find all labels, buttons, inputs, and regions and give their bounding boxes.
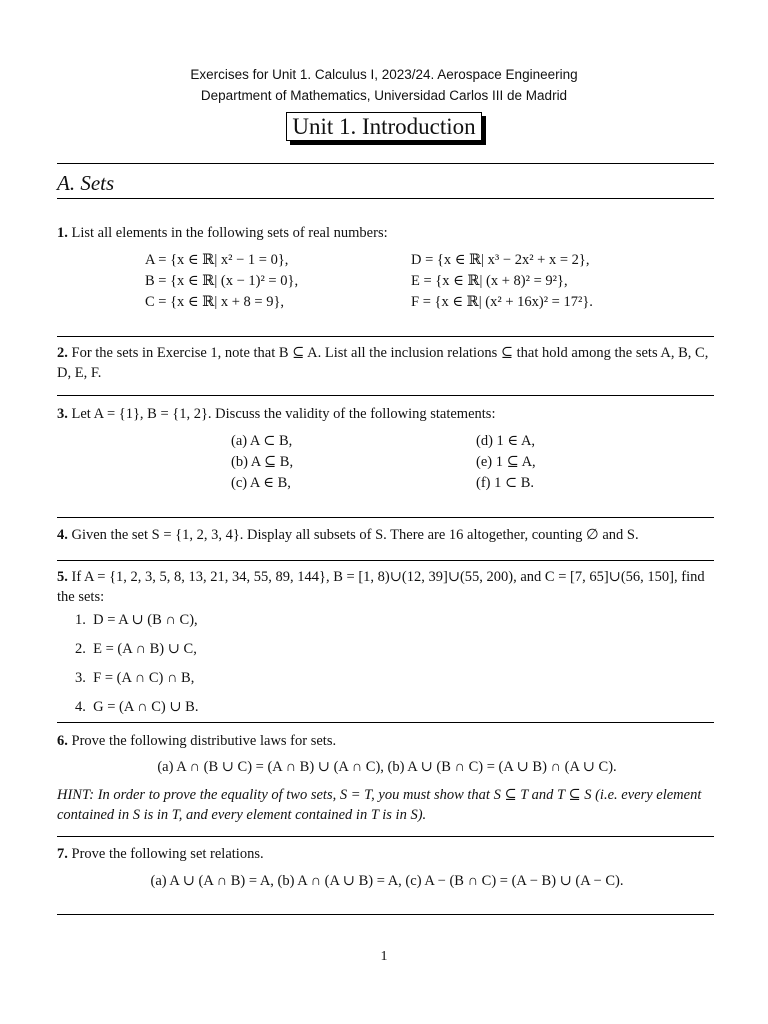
statement: (d) 1 ∈ A, xyxy=(476,433,536,449)
list-item: 4. G = (A ∩ C) ∪ B. xyxy=(75,699,199,715)
set-definition: B = {x ∈ ℝ| (x − 1)² = 0}, xyxy=(145,273,299,289)
exercise-2 xyxy=(57,344,717,383)
exercise-number: 3. xyxy=(57,406,68,422)
section-heading: A. Sets xyxy=(57,171,115,195)
exercise-5 xyxy=(57,568,717,607)
divider xyxy=(57,914,714,915)
page-number: 1 xyxy=(380,949,388,964)
exercise-number: 1. xyxy=(57,225,68,241)
header-line-1: Exercises for Unit 1. Calculus I, 2023/24. Aerospace Engineering xyxy=(190,67,578,82)
exercise-1-sets-left xyxy=(145,251,298,314)
exercise-3-statements-left xyxy=(231,432,293,495)
exercise-1 xyxy=(57,224,717,244)
exercise-text: Prove the following distributive laws for sets. xyxy=(71,733,337,749)
statement: (a) A ⊂ B, xyxy=(231,433,293,449)
exercise-number: 7. xyxy=(57,846,68,862)
divider xyxy=(57,560,714,561)
exercise-6 xyxy=(57,732,717,752)
exercise-3-statements-right xyxy=(476,432,536,495)
divider xyxy=(57,198,714,199)
set-relations-formula: (a) A ∪ (A ∩ B) = A, (b) A ∩ (A ∪ B) = A, (c) A − (B ∩ C) = (A − B) ∪ (A − C). xyxy=(150,873,624,889)
exercise-1-sets-right xyxy=(411,251,593,314)
distributive-laws-formula: (a) A ∩ (B ∪ C) = (A ∩ B) ∪ (A ∩ C), (b) A ∪ (B ∩ C) = (A ∪ B) ∩ (A ∪ C). xyxy=(157,759,617,775)
set-definition: F = {x ∈ ℝ| (x² + 16x)² = 17²}. xyxy=(411,294,593,310)
list-item: 1. D = A ∪ (B ∩ C), xyxy=(75,612,198,628)
exercise-text: Prove the following set relations. xyxy=(71,846,264,862)
exercise-text: Let A = {1}, B = {1, 2}. Discuss the validity of the following statements: xyxy=(71,406,496,422)
divider xyxy=(57,163,714,164)
document-header xyxy=(0,64,768,106)
exercise-5-list xyxy=(75,611,198,727)
exercise-text: If A = {1, 2, 3, 5, 8, 13, 21, 34, 55, 89, 144}, B = [1, 8)∪(12, 39]∪(55, 200), and C = [7, 65]∪(56, 150], find the sets: xyxy=(57,569,705,605)
hint-text: HINT: In order to prove the equality of two sets, S = T, you must show that S ⊆ T and T ⊆ S (i.e. every element contained in S is in T, and every element contained in T is in S). xyxy=(57,787,702,823)
list-item: 3. F = (A ∩ C) ∩ B, xyxy=(75,670,195,686)
set-definition: D = {x ∈ ℝ| x³ − 2x² + x = 2}, xyxy=(411,252,590,268)
statement: (e) 1 ⊆ A, xyxy=(476,454,536,470)
set-definition: E = {x ∈ ℝ| (x + 8)² = 9²}, xyxy=(411,273,568,289)
exercise-text: Given the set S = {1, 2, 3, 4}. Display all subsets of S. There are 16 altogether, counting ∅ and S. xyxy=(71,527,639,543)
divider xyxy=(57,517,714,518)
divider xyxy=(57,722,714,723)
title-container xyxy=(0,112,768,141)
statement: (c) A ∈ B, xyxy=(231,475,291,491)
exercise-text: List all elements in the following sets of real numbers: xyxy=(71,225,388,241)
exercise-7 xyxy=(57,845,717,865)
divider xyxy=(57,336,714,337)
exercise-number: 4. xyxy=(57,527,68,543)
set-definition: A = {x ∈ ℝ| x² − 1 = 0}, xyxy=(145,252,289,268)
divider xyxy=(57,836,714,837)
exercise-text: For the sets in Exercise 1, note that B ⊆ A. List all the inclusion relations ⊆ that hold among the sets A, B, C, D, E, F. xyxy=(57,345,709,381)
exercise-3 xyxy=(57,405,717,425)
page-title: Unit 1. Introduction xyxy=(286,112,481,141)
set-definition: C = {x ∈ ℝ| x + 8 = 9}, xyxy=(145,294,285,310)
exercise-number: 2. xyxy=(57,345,68,361)
statement: (f) 1 ⊂ B. xyxy=(476,475,535,491)
header-line-2: Department of Mathematics, Universidad Carlos III de Madrid xyxy=(200,88,568,103)
statement: (b) A ⊆ B, xyxy=(231,454,294,470)
divider xyxy=(57,395,714,396)
exercise-number: 5. xyxy=(57,569,68,585)
exercise-number: 6. xyxy=(57,733,68,749)
exercise-4 xyxy=(57,526,717,546)
list-item: 2. E = (A ∩ B) ∪ C, xyxy=(75,641,197,657)
